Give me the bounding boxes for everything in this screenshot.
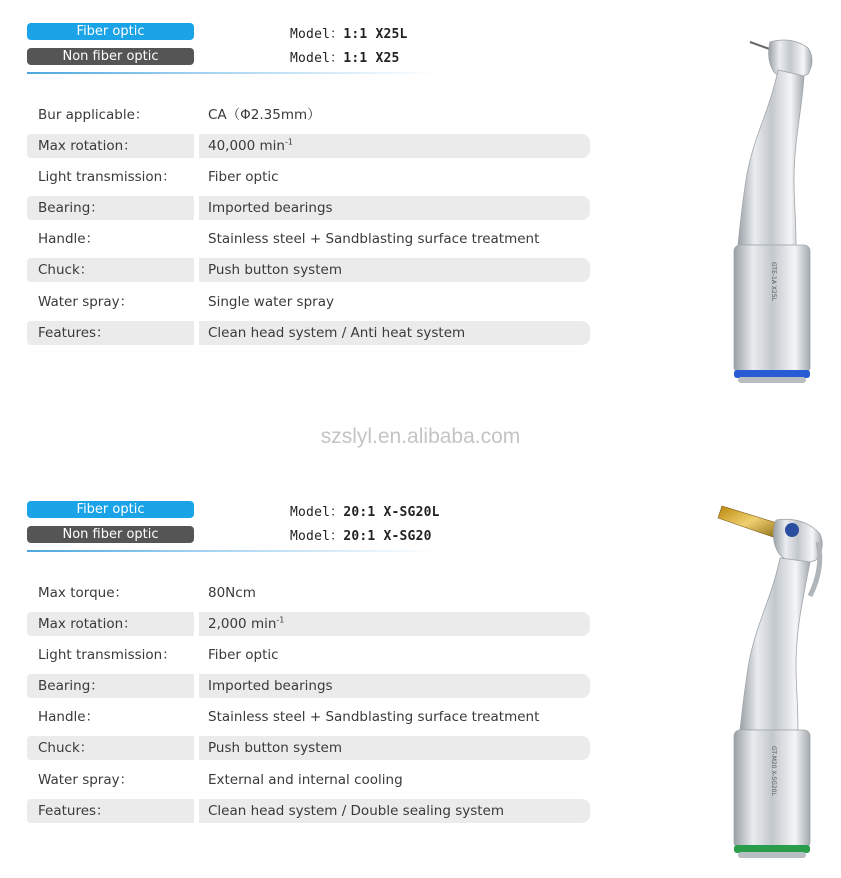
spec-label: Water spray： — [38, 294, 134, 310]
spec-value: Clean head system / Anti heat system — [199, 321, 590, 345]
spec-value: CA（Φ2.35mm） — [208, 107, 321, 123]
model-value: 20:1 X-SG20L — [343, 505, 440, 520]
spec-row — [27, 612, 590, 636]
spec-row — [27, 799, 590, 823]
spec-value: Stainless steel + Sandblasting surface treatment — [208, 231, 540, 247]
spec-value: External and internal cooling — [208, 772, 403, 788]
fiber-optic-tag: Fiber optic — [27, 501, 194, 518]
spec-label: Bur applicable： — [38, 107, 149, 123]
model-line-2 — [290, 47, 400, 66]
spec-label: Chuck： — [27, 258, 194, 282]
spec-row — [27, 196, 590, 220]
spec-value: Imported bearings — [199, 674, 590, 698]
spec-label: Handle： — [38, 709, 100, 725]
spec-label: Max rotation： — [27, 612, 194, 636]
spec-row — [27, 103, 590, 127]
spec-value: Imported bearings — [199, 196, 590, 220]
spec-row — [27, 581, 590, 605]
model-prefix: Model： — [290, 505, 344, 520]
spec-label: Features： — [27, 321, 194, 345]
section-divider — [27, 72, 437, 74]
spec-label: Max rotation： — [27, 134, 194, 158]
handpiece-image — [700, 498, 840, 868]
color-ring — [734, 370, 810, 378]
spec-value: 80Ncm — [208, 585, 256, 601]
spec-value: Fiber optic — [208, 169, 279, 185]
spec-value: Push button system — [199, 736, 590, 760]
product-section-2 — [0, 478, 841, 878]
model-line-1 — [290, 23, 408, 42]
spec-value: 2,000 $\min^{-1}$ — [199, 612, 590, 636]
watermark: szslyl.en.alibaba.com — [320, 425, 521, 448]
non-fiber-optic-tag: Non fiber optic — [27, 526, 194, 543]
spec-row — [27, 134, 590, 158]
spec-row — [27, 674, 590, 698]
spec-row — [27, 768, 590, 792]
spec-value: Stainless steel + Sandblasting surface treatment — [208, 709, 540, 725]
fiber-optic-tag: Fiber optic — [27, 23, 194, 40]
spec-row — [27, 227, 590, 251]
spec-label: Bearing： — [27, 196, 194, 220]
spec-value: Push button system — [199, 258, 590, 282]
model-prefix: Model： — [290, 529, 344, 544]
spec-label: Chuck： — [27, 736, 194, 760]
spec-label: Max torque： — [38, 585, 128, 601]
model-prefix: Model： — [290, 51, 344, 66]
model-value: 1:1 X25 — [343, 51, 400, 66]
spec-row — [27, 258, 590, 282]
spec-label: Water spray： — [38, 772, 134, 788]
spec-row — [27, 290, 590, 314]
svg-text:GTE-1A X25L: GTE-1A X25L — [770, 262, 777, 301]
svg-text:GT-M20 X-SG20L: GT-M20 X-SG20L — [770, 746, 777, 796]
blue-button-icon — [785, 523, 799, 537]
spec-row — [27, 321, 590, 345]
spec-label: Features： — [27, 799, 194, 823]
spec-label: Light transmission： — [38, 169, 176, 185]
model-prefix: Model： — [290, 27, 344, 42]
spec-value: Single water spray — [208, 294, 334, 310]
spec-label: Bearing： — [27, 674, 194, 698]
model-value: 20:1 X-SG20 — [343, 529, 432, 544]
spec-row — [27, 165, 590, 189]
non-fiber-optic-tag: Non fiber optic — [27, 48, 194, 65]
color-ring — [734, 845, 810, 853]
spec-value: Clean head system / Double sealing system — [199, 799, 590, 823]
model-value: 1:1 X25L — [343, 27, 408, 42]
handpiece-image — [700, 30, 840, 395]
model-line-2 — [290, 525, 432, 544]
model-line-1 — [290, 501, 440, 520]
drill-bit-icon — [718, 506, 780, 538]
spec-row — [27, 705, 590, 729]
product-section-1 — [0, 0, 841, 400]
section-divider — [27, 550, 437, 552]
spec-value: 40,000 $\min^{-1}$ — [199, 134, 590, 158]
spec-value: Fiber optic — [208, 647, 279, 663]
spec-label: Light transmission： — [38, 647, 176, 663]
spec-row — [27, 736, 590, 760]
spec-row — [27, 643, 590, 667]
spec-label: Handle： — [38, 231, 100, 247]
